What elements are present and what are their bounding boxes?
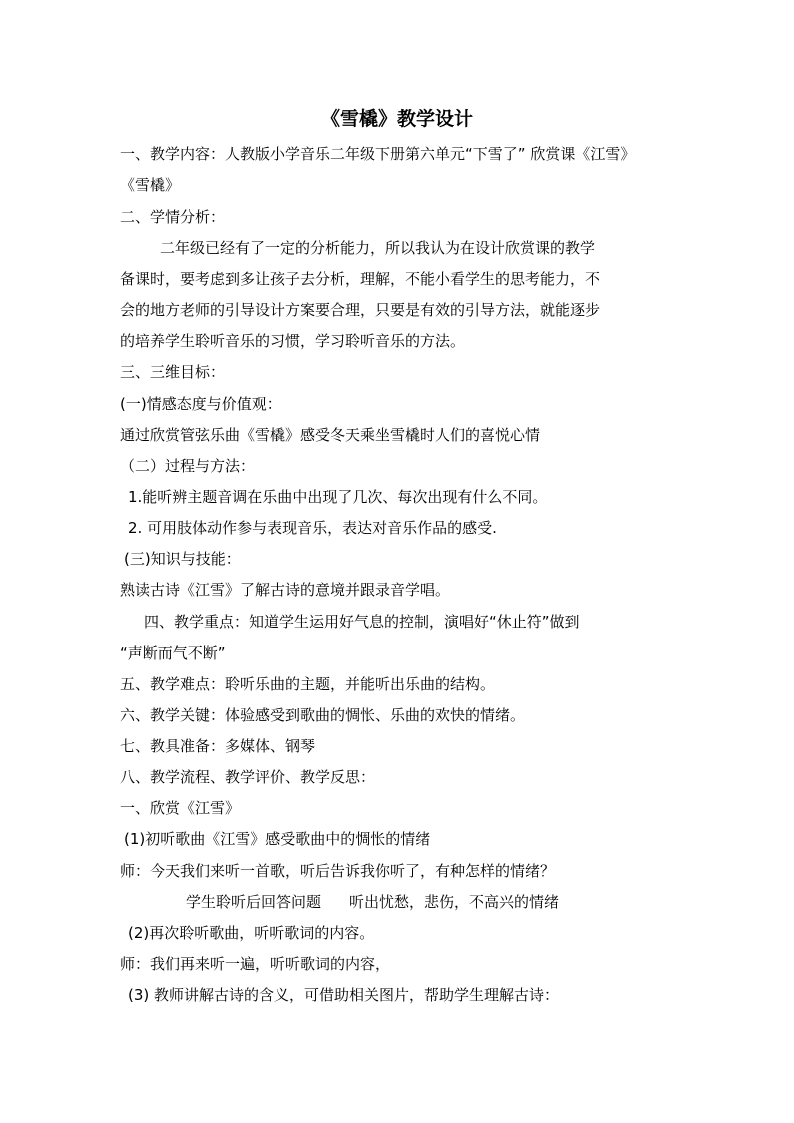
text-line: 一、教学内容：人教版小学音乐二年级下册第六单元“下雪了” 欣赏课《江雪》 xyxy=(120,145,636,163)
paragraph-line: 的培养学生聆听音乐的习惯，学习聆听音乐的方法。 xyxy=(120,332,466,350)
section-heading: 二、学情分析： xyxy=(120,208,226,226)
section-heading: 六、教学关键：体验感受到歌曲的惆怅、乐曲的欢快的情绪。 xyxy=(120,706,526,724)
section-heading: 三、三维目标： xyxy=(120,363,226,381)
answer-line xyxy=(186,892,559,912)
section-heading: 七、教具准备：多媒体、钢琴 xyxy=(120,737,316,755)
document-title: 《雪橇》教学设计 xyxy=(320,108,473,130)
text-line: 《雪橇》 xyxy=(120,176,181,194)
paragraph-line: 会的地方老师的引导设计方案要合理，只要是有效的引导方法，就能逐步 xyxy=(120,301,601,319)
answer-part-2: 听出忧愁，悲伤，不高兴的情绪 xyxy=(349,893,560,911)
list-item: (3) 教师讲解古诗的含义，可借助相关图片，帮助学生理解古诗： xyxy=(128,986,560,1004)
section-heading: 一、欣赏《江雪》 xyxy=(120,799,241,817)
subsection-heading: (一)情感态度与价值观： xyxy=(120,395,282,413)
text-line: 熟读古诗《江雪》了解古诗的意境并跟录音学唱。 xyxy=(120,581,451,599)
list-item: 1.能听辨主题音调在乐曲中出现了几次、每次出现有什么不同。 xyxy=(128,488,548,506)
subsection-heading: (三)知识与技能： xyxy=(124,550,241,568)
text-line: 师：今天我们来听一首歌，听后告诉我你听了，有种怎样的情绪？ xyxy=(120,862,556,880)
answer-part-1: 学生聆听后回答问题 xyxy=(186,893,322,911)
paragraph-line: 备课时，要考虑到多让孩子去分析，理解，不能小看学生的思考能力，不 xyxy=(120,270,601,288)
subsection-heading: （二）过程与方法： xyxy=(120,457,256,475)
text-line: 通过欣赏管弦乐曲《雪橇》感受冬天乘坐雪橇时人们的喜悦心情 xyxy=(120,426,541,444)
text-line: 师：我们再来听一遍，听听歌词的内容， xyxy=(120,955,391,973)
paragraph-line: 二年级已经有了一定的分析能力，所以我认为在设计欣赏课的教学 xyxy=(160,239,596,257)
text-line: “声断而气不断” xyxy=(120,644,226,662)
section-heading: 四、教学重点：知道学生运用好气息的控制，演唱好“休止符”做到 xyxy=(144,613,580,631)
list-item: (1)初听歌曲《江雪》感受歌曲中的惆怅的情绪 xyxy=(124,830,431,848)
list-item: (2)再次聆听歌曲，听听歌词的内容。 xyxy=(128,924,375,942)
section-heading: 五、教学难点：聆听乐曲的主题，并能听出乐曲的结构。 xyxy=(120,675,496,693)
section-heading: 八、教学流程、教学评价、教学反思： xyxy=(120,768,376,786)
list-item: 2. 可用肢体动作参与表现音乐，表达对音乐作品的感受. xyxy=(128,519,497,537)
